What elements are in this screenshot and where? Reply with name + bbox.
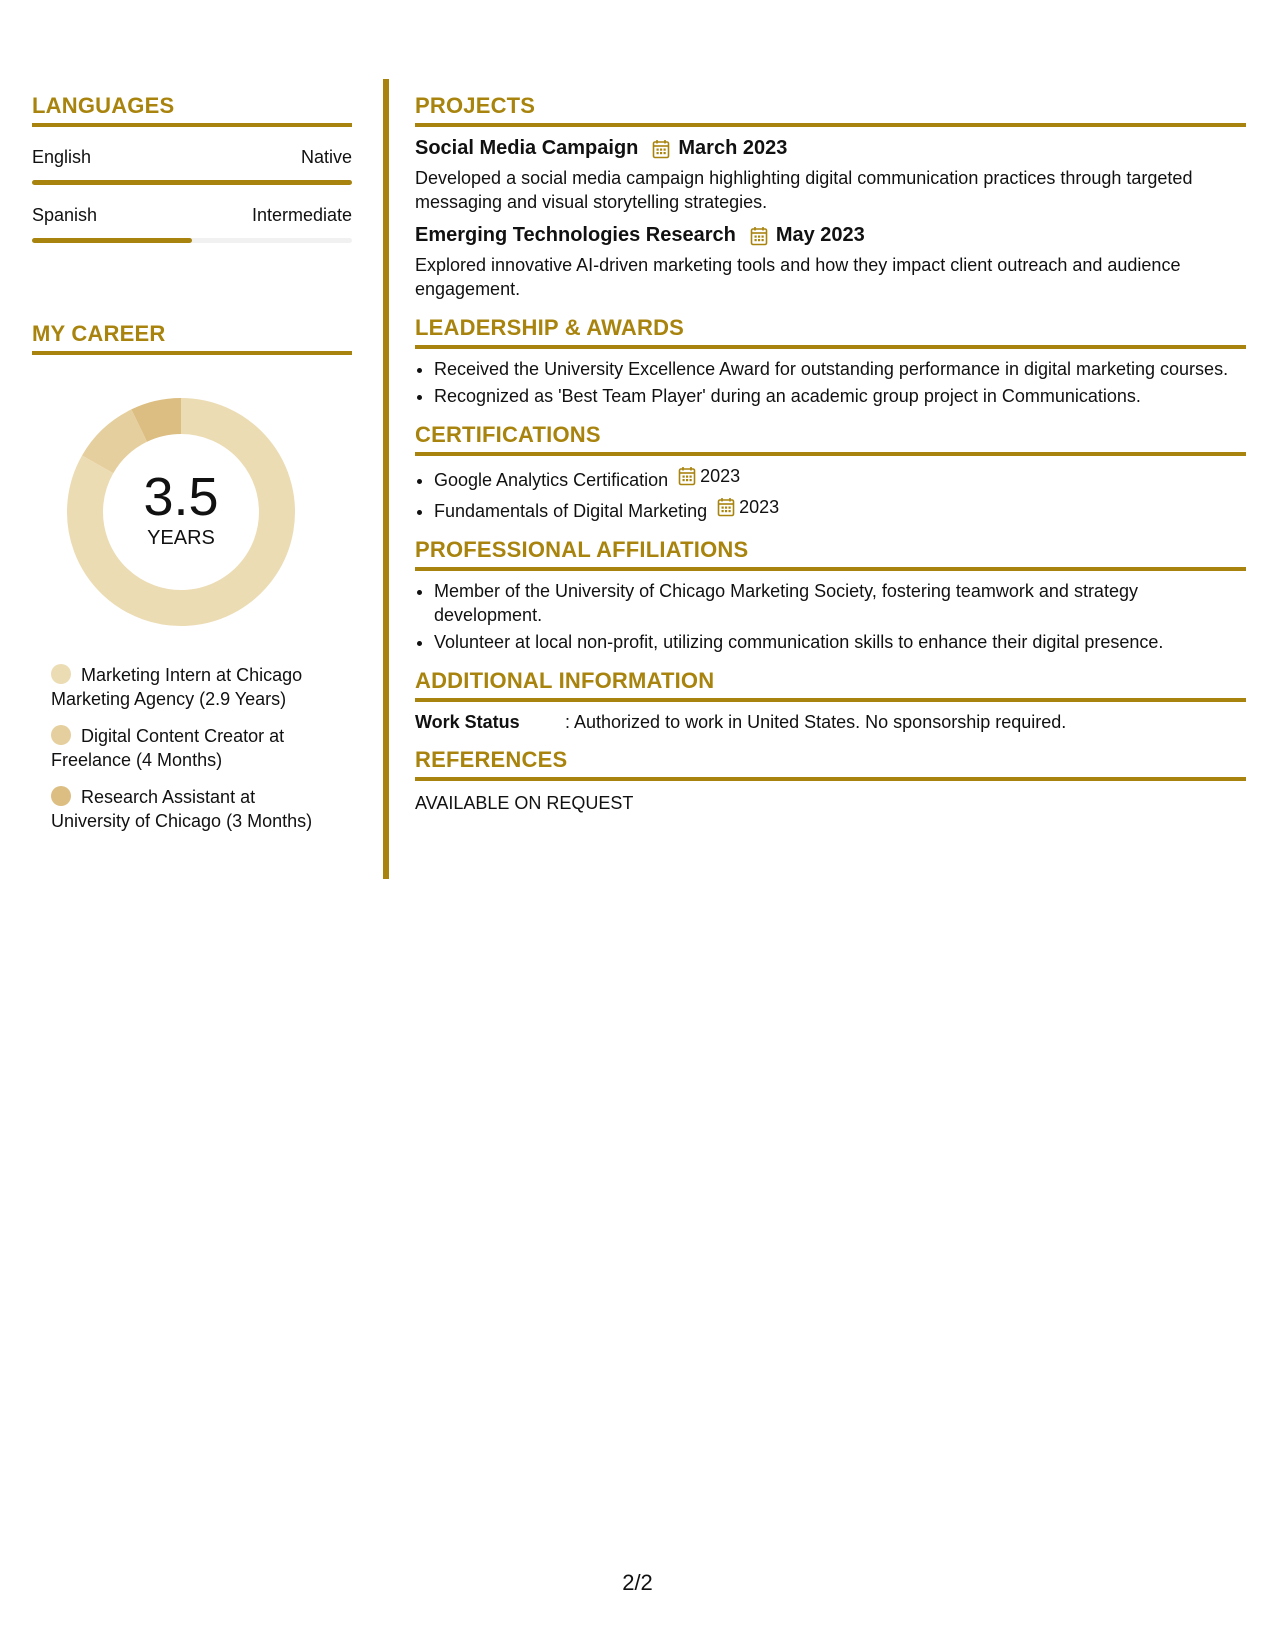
language-proficiency-bar	[32, 180, 352, 185]
career-entry-label: Marketing Intern at Chicago Marketing Agency (2.9 Years)	[51, 665, 303, 709]
section-rule	[415, 777, 1246, 781]
languages-section	[32, 93, 352, 243]
projects-heading: PROJECTS	[415, 93, 536, 118]
section-rule	[32, 123, 352, 127]
work-status-label: Work Status	[415, 712, 520, 732]
career-section	[32, 321, 352, 833]
certification-name: Fundamentals of Digital Marketing	[434, 501, 708, 521]
certification-year: 2023	[739, 497, 780, 517]
section-rule	[415, 452, 1246, 456]
project-item	[415, 224, 1246, 301]
language-proficiency-fill	[32, 180, 352, 185]
section-rule	[32, 351, 352, 355]
column-divider	[383, 79, 389, 879]
career-legend-item	[51, 785, 331, 833]
language-name: Spanish	[32, 205, 98, 225]
language-item	[32, 205, 352, 243]
project-description: Developed a social media campaign highlighting digital communication practices through targeted messaging and visual storytelling strategies.	[415, 168, 1193, 212]
project-description: Explored innovative AI-driven marketing tools and how they impact client outreach and audience engagement.	[415, 255, 1181, 299]
list-item: • Member of the University of Chicago Marketing Society, fostering teamwork and strategy development.	[434, 579, 1246, 627]
list-item: • Volunteer at local non-profit, utilizing communication skills to enhance their digital presence.	[434, 630, 1246, 654]
legend-dot-icon	[51, 725, 71, 745]
section-rule	[415, 698, 1246, 702]
section-rule	[415, 345, 1246, 349]
references-heading: REFERENCES	[415, 747, 568, 772]
list-item	[434, 464, 1246, 492]
language-proficiency-fill	[32, 238, 192, 243]
career-legend	[51, 663, 331, 833]
calendar-icon	[750, 226, 768, 246]
language-level: Intermediate	[251, 205, 352, 225]
references-text: AVAILABLE ON REQUEST	[415, 793, 634, 813]
language-item	[32, 147, 352, 185]
leadership-list	[415, 357, 1246, 408]
project-title: Social Media Campaign	[415, 137, 639, 159]
project-title: Emerging Technologies Research	[415, 224, 736, 246]
calendar-icon	[678, 466, 696, 486]
legend-dot-icon	[51, 786, 71, 806]
affiliations-heading: PROFESSIONAL AFFILIATIONS	[415, 537, 749, 562]
certifications-section	[415, 422, 1246, 523]
additional-info-heading: ADDITIONAL INFORMATION	[415, 668, 715, 693]
career-heading: MY CAREER	[32, 321, 166, 346]
career-total-unit: YEARS	[147, 526, 215, 549]
leadership-section	[415, 315, 1246, 408]
projects-section	[415, 93, 1246, 301]
work-status-row	[415, 712, 1246, 733]
calendar-icon	[652, 139, 670, 159]
work-status-value: : Authorized to work in United States. No sponsorship required.	[565, 712, 1067, 732]
language-proficiency-bar	[32, 238, 352, 243]
affiliations-list	[415, 579, 1246, 654]
section-rule	[415, 567, 1246, 571]
certifications-heading: CERTIFICATIONS	[415, 422, 601, 447]
career-entry-label: Digital Content Creator at Freelance (4 Months)	[51, 726, 285, 770]
affiliations-section	[415, 537, 1246, 654]
additional-info-section	[415, 668, 1246, 733]
project-date: May 2023	[775, 224, 865, 246]
list-item: • Received the University Excellence Award for outstanding performance in digital marketing courses.	[434, 357, 1246, 381]
certification-year: 2023	[700, 466, 741, 486]
certification-name: Google Analytics Certification	[434, 470, 669, 490]
references-section	[415, 747, 1246, 814]
career-total-value: 3.5	[143, 466, 219, 527]
language-name: English	[32, 147, 92, 167]
languages-heading: LANGUAGES	[32, 93, 175, 118]
project-date: March 2023	[678, 137, 788, 159]
section-rule	[415, 123, 1246, 127]
page-number: 2/2	[622, 1570, 653, 1595]
list-item: • Recognized as 'Best Team Player' during an academic group project in Communications.	[434, 384, 1246, 408]
language-level: Native	[300, 147, 352, 167]
legend-dot-icon	[51, 664, 71, 684]
calendar-icon	[717, 497, 735, 517]
list-item	[434, 495, 1246, 523]
leadership-heading: LEADERSHIP & AWARDS	[415, 315, 685, 340]
career-legend-item	[51, 724, 331, 772]
left-column	[32, 93, 352, 846]
right-column	[415, 93, 1246, 828]
career-donut-chart	[66, 397, 296, 627]
career-legend-item	[51, 663, 331, 711]
certifications-list	[415, 464, 1246, 523]
project-item	[415, 137, 1246, 214]
career-entry-label: Research Assistant at University of Chicago (3 Months)	[51, 787, 313, 831]
donut-center-label	[66, 397, 296, 627]
